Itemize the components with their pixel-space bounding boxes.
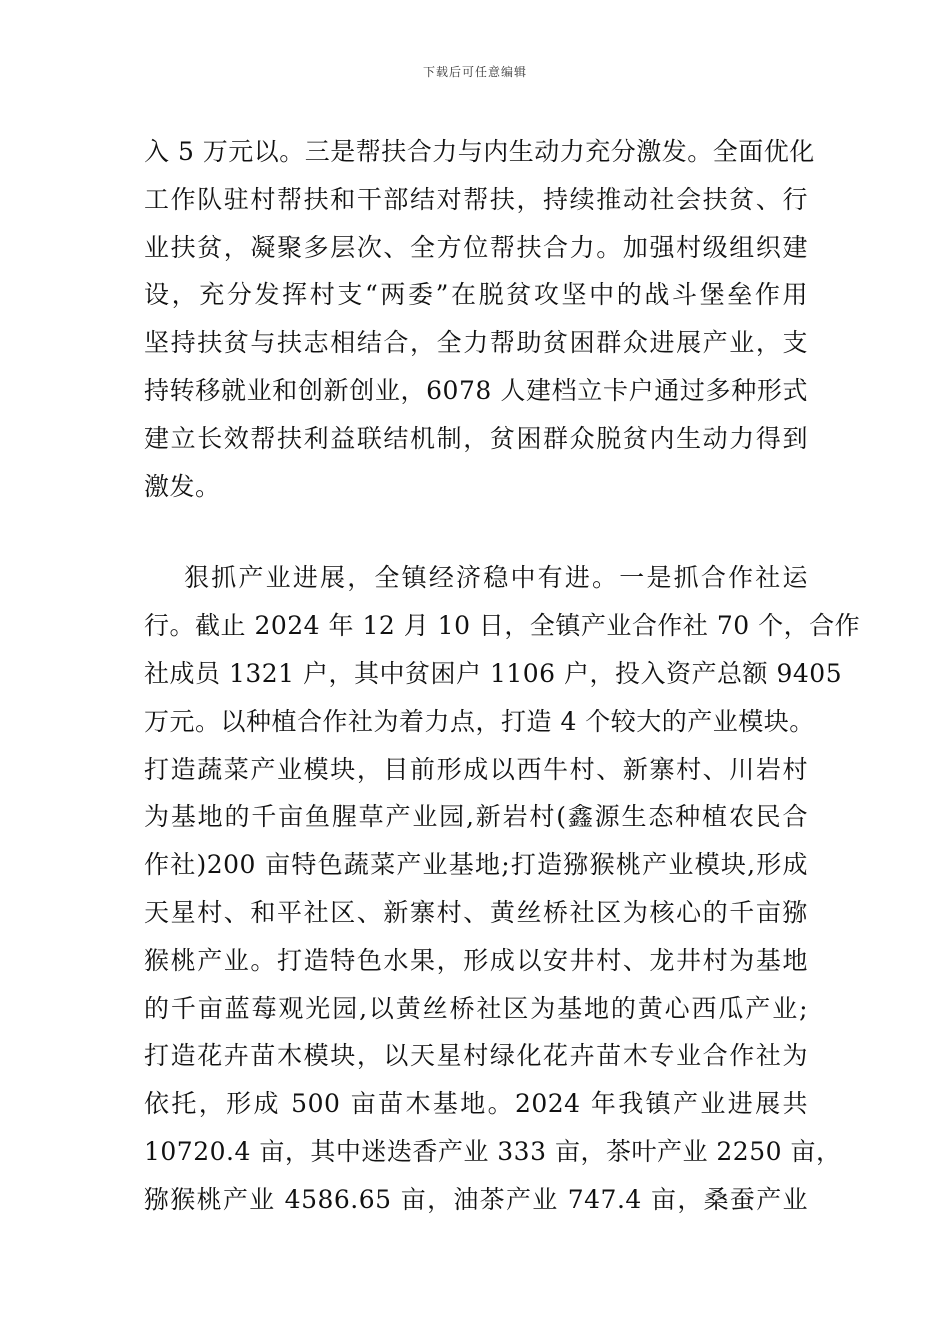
page-header: 下载后可任意编辑 bbox=[422, 65, 527, 79]
text-line: 狠抓产业进展，全镇经济稳中有进。一是抓合作社运 bbox=[184, 563, 808, 593]
text-line: 天星村、和平社区、新寨村、黄丝桥社区为核心的千亩猕 bbox=[144, 897, 808, 927]
text-line: 猴桃产业。打造特色水果，形成以安井村、龙井村为基地 bbox=[144, 945, 808, 975]
text-line: 坚持扶贫与扶志相结合，全力帮助贫困群众进展产业，支 bbox=[144, 328, 808, 358]
text-line: 万元。以种植合作社为着力点，打造 4 个较大的产业模块。 bbox=[144, 706, 815, 736]
text-line: 行。截止 2024 年 12 月 10 日，全镇产业合作社 70 个，合作 bbox=[144, 611, 861, 641]
paragraph-gap bbox=[144, 510, 808, 554]
text-line: 业扶贫，凝聚多层次、全方位帮扶合力。加强村级组织建 bbox=[144, 232, 808, 262]
text-line: 依托，形成 500 亩苗木基地。2024 年我镇产业进展共 bbox=[144, 1089, 808, 1119]
text-line: 为基地的千亩鱼腥草产业园,新岩村(鑫源生态种植农民合 bbox=[144, 802, 808, 832]
text-line: 激发。 bbox=[144, 471, 221, 501]
text-line: 设，充分发挥村支“两委”在脱贫攻坚中的战斗堡垒作用 bbox=[144, 280, 808, 310]
document-body bbox=[144, 128, 861, 1224]
text-line: 工作队驻村帮扶和干部结对帮扶，持续推动社会扶贫、行 bbox=[144, 184, 808, 214]
paragraph-2 bbox=[144, 554, 861, 1223]
text-line: 入 5 万元以。三是帮扶合力与内生动力充分激发。全面优化 bbox=[144, 137, 815, 166]
text-line: 打造花卉苗木模块，以天星村绿化花卉苗木专业合作社为 bbox=[144, 1041, 808, 1071]
text-line: 持转移就业和创新创业，6078 人建档立卡户通过多种形式 bbox=[144, 375, 808, 405]
text-line: 的千亩蓝莓观光园,以黄丝桥社区为基地的黄心西瓜产业; bbox=[144, 993, 808, 1023]
text-line: 建立长效帮扶利益联结机制，贫困群众脱贫内生动力得到 bbox=[144, 423, 808, 453]
text-line: 猕猴桃产业 4586.65 亩，油茶产业 747.4 亩，桑蚕产业 bbox=[144, 1184, 808, 1214]
paragraph-1 bbox=[144, 128, 815, 510]
text-line: 作社)200 亩特色蔬菜产业基地;打造猕猴桃产业模块,形成 bbox=[144, 850, 808, 880]
text-line: 社成员 1321 户，其中贫困户 1106 户，投入资产总额 9405 bbox=[144, 658, 843, 688]
text-line: 打造蔬菜产业模块，目前形成以西牛村、新寨村、川岩村 bbox=[144, 754, 808, 784]
text-line: 10720.4 亩，其中迷迭香产业 333 亩，茶叶产业 2250 亩， bbox=[144, 1136, 842, 1166]
